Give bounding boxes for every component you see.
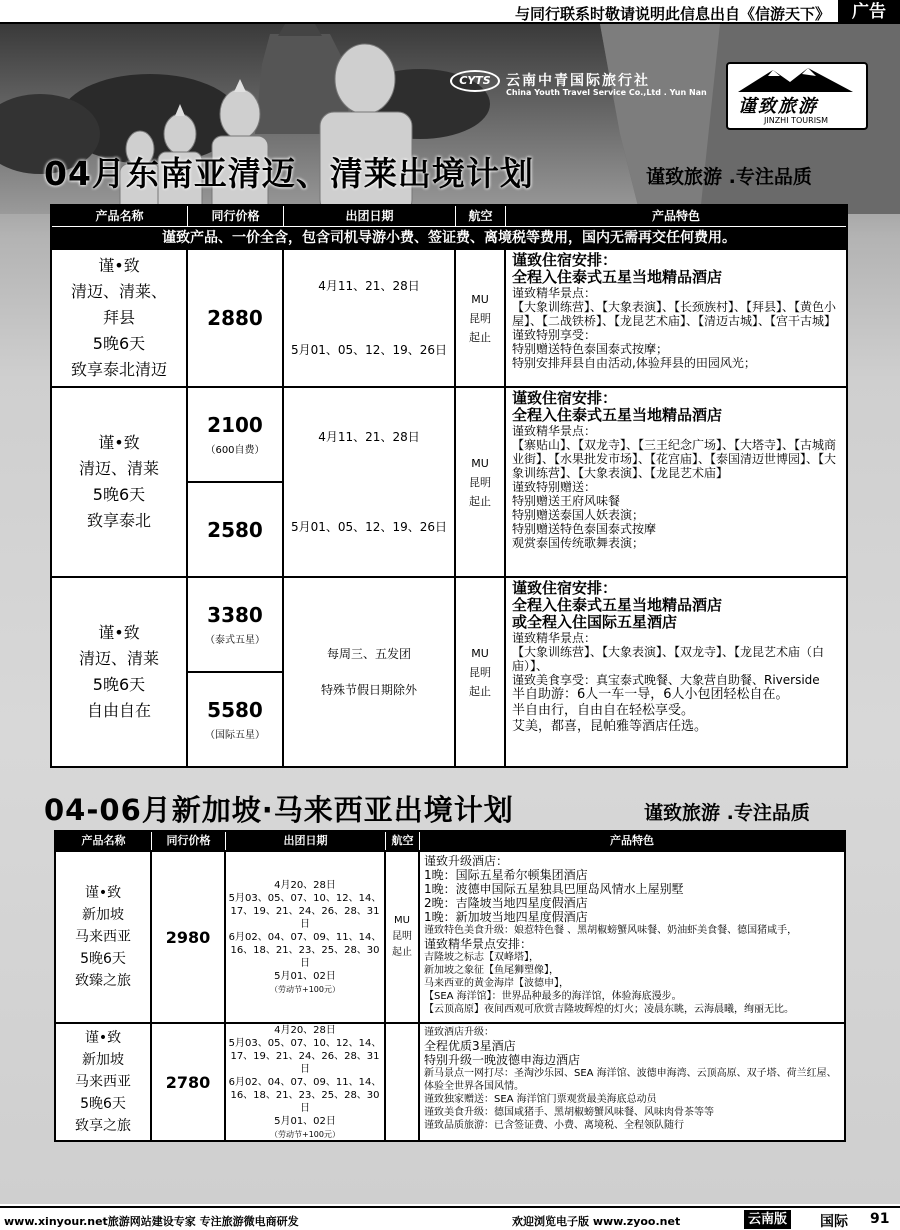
name-line: 清迈、清莱 <box>78 649 159 668</box>
price-note: （泰式五星） <box>205 635 265 646</box>
name-line: 5晚6天 <box>80 951 126 967</box>
col-header-air: 航空 <box>386 832 420 850</box>
departure-dates <box>226 852 386 1022</box>
departure-dates <box>284 578 456 766</box>
top-banner <box>0 0 900 24</box>
feature-line: 谨致精华景点： <box>512 424 597 438</box>
date-note: （劳动节+100元） <box>270 984 340 994</box>
table-row <box>56 1022 844 1140</box>
airline-code: MU <box>471 456 489 470</box>
agency-name-cn: 云南中青国际旅行社 <box>506 73 650 89</box>
feature-heading: 1晚：波德申国际五星独具巴厘岛风情水上屋别墅 <box>424 882 684 896</box>
price-value: 2780 <box>152 1024 226 1140</box>
cyts-logo-icon: CYTS <box>450 70 500 92</box>
date-line: 每周三、五发团 <box>326 647 411 661</box>
airline-cell <box>456 388 506 576</box>
feature-line: 马来西亚的黄金海岸【波德申】， <box>424 978 569 989</box>
product-features <box>506 578 846 766</box>
name-line: 清迈、清莱 <box>78 459 159 478</box>
feature-line: 特别赠送王府风味餐 <box>512 494 621 508</box>
feature-line: 【大象训练营】、【大象表演】、【长颈族村】、【拜县】、【黄色小屋】、【二战铁桥】、【龙昆艺术庙】、【清迈古城】、【宫干古城】 <box>512 300 837 328</box>
name-line: 致享泰北清迈 <box>70 360 167 379</box>
feature-line: 谨致独家赠送：SEA 海洋馆门票观赏最美海底总动员 <box>424 1094 657 1105</box>
product-name <box>56 1024 152 1140</box>
feature-heading: 谨致住宿安排： <box>512 579 618 597</box>
feature-line: 特别赠送特色泰国泰式按摩 <box>512 522 657 536</box>
date-note: （劳动节+100元） <box>270 1129 340 1139</box>
airline-city: 昆明 <box>469 665 491 679</box>
name-line: 谨•致 <box>98 433 140 452</box>
airline-city: 昆明 <box>469 311 491 325</box>
feature-line: 观赏泰国传统歌舞表演； <box>512 536 645 550</box>
page-number: 91 <box>870 1211 890 1227</box>
name-line: 马来西亚 <box>75 1074 131 1090</box>
feature-line: 吉隆坡之标志【双峰塔】， <box>424 952 539 963</box>
date-line: 5月03、05、07、10、12、14、17、19、21、24、26、28、31日 <box>228 892 382 930</box>
name-line: 5晚6天 <box>80 1096 126 1112</box>
feature-line: 谨致精华景点： <box>512 631 597 645</box>
feature-line: 【云顶高原】夜间西观可欣赏吉隆坡辉煌的灯火；凌晨东眺，云海晨曦，绚丽无比。 <box>424 1004 794 1015</box>
feature-line: 半自由行，自由自在轻松享受。 <box>512 703 695 718</box>
product-name <box>52 250 188 386</box>
feature-line: 半自助游：6人一车一导，6人小包团轻松自在。 <box>512 687 789 702</box>
section1-title: 04月东南亚清迈、清莱出境计划 <box>44 154 534 193</box>
feature-line: 谨致精华景点： <box>512 286 597 300</box>
footer-left-text: www.xinyour.net旅游网站建设专家 专注旅游微电商研发 <box>4 1215 299 1228</box>
name-line: 5晚6天 <box>92 334 146 353</box>
source-notice: 与同行联系时敬请说明此信息出自《信游天下》 <box>514 5 830 23</box>
agency-name-en: China Youth Travel Service Co.,Ltd . Yun Nan <box>506 88 707 97</box>
date-line: 4月20、28日 <box>274 1024 336 1036</box>
feature-line: 新马景点一网打尽：圣淘沙乐园、SEA 海洋馆、波德申海湾、云顶高原、双子塔、荷兰红屋、体验全世界各国风情。 <box>424 1068 837 1092</box>
feature-line: 【寨贴山】、【双龙寺】、【三王纪念广场】、【大塔寺】、【古城商业街】、【水果批发市场】、【花宫庙】、【泰国清迈世博园】、【大象训练营】、【大象表演】、【龙昆艺术庙】 <box>512 438 837 480</box>
col-header-features: 产品特色 <box>651 209 700 223</box>
name-line: 谨•致 <box>98 623 140 642</box>
airline-city: 昆明 <box>469 475 491 489</box>
airline-cell <box>386 852 420 1022</box>
feature-line: 特别赠送特色泰国泰式按摩； <box>512 342 669 356</box>
date-line: 5月03、05、07、10、12、14、17、19、21、24、26、28、31日 <box>228 1037 382 1075</box>
feature-heading: 谨致住宿安排： <box>512 389 618 407</box>
feature-heading: 谨致升级酒店： <box>424 854 509 868</box>
feature-heading: 1晚：国际五星希尔顿集团酒店 <box>424 868 588 882</box>
feature-heading: 全程优质3星酒店 <box>424 1039 516 1053</box>
name-line: 致享泰北 <box>86 511 151 530</box>
product-name <box>56 852 152 1022</box>
feature-line: 艾美，都喜，昆帕雅等酒店任选。 <box>512 719 708 734</box>
name-line: 5晚6天 <box>92 675 146 694</box>
product-features <box>420 852 844 1022</box>
col-header-features: 产品特色 <box>610 834 654 847</box>
name-line: 自由自在 <box>86 701 151 720</box>
price-value: 2980 <box>152 852 226 1022</box>
price-value: 2580 <box>207 517 263 542</box>
feature-line: 谨致特色美食升级：娘惹特色餐 、黑胡椒螃蟹风味餐、奶油虾美食餐、德国猪咸手， <box>424 925 798 936</box>
price-cell <box>188 578 284 766</box>
price-cell <box>188 388 284 576</box>
col-header-price: 同行价格 <box>152 832 226 850</box>
table-header <box>56 832 844 850</box>
brand-name-cn: 谨致旅游 <box>738 96 818 117</box>
name-line: 拜县 <box>102 308 135 327</box>
date-line: 5月01、02日 <box>274 1115 336 1127</box>
feature-heading: 全程入住泰式五星当地精品酒店 <box>512 406 723 424</box>
airline-note: 起止 <box>469 330 491 344</box>
product-features <box>420 1024 844 1140</box>
product-name <box>52 388 188 576</box>
feature-line: 谨致品质旅游：已含签证费、小费、离境税、全程领队随行 <box>424 1120 684 1131</box>
departure-dates <box>284 388 456 576</box>
product-name <box>52 578 188 766</box>
price-cell <box>188 250 284 386</box>
table-row <box>52 576 846 766</box>
feature-heading: 1晚：新加坡当地四星度假酒店 <box>424 910 588 924</box>
airline-cell <box>386 1024 420 1140</box>
singapore-malaysia-table <box>54 830 846 1142</box>
feature-line: 【大象训练营】、【大象表演】、【双龙寺】、【龙昆艺术庙（白庙）】、 <box>512 645 825 673</box>
brand-logo <box>726 62 868 130</box>
airline-city: 昆明 <box>392 931 412 942</box>
price-note: （600自费） <box>205 445 265 456</box>
col-header-price: 同行价格 <box>188 206 284 226</box>
product-features <box>506 250 846 386</box>
name-line: 马来西亚 <box>75 929 131 945</box>
footer <box>0 1206 900 1230</box>
date-line: 特殊节假日期除外 <box>320 683 417 697</box>
price-value: 3380 <box>207 603 263 627</box>
thailand-tour-table <box>50 204 848 768</box>
feature-line: 谨致特别赠送： <box>512 480 597 494</box>
ad-tag: 广告 <box>838 0 900 24</box>
date-line: 5月01、05、12、19、26日 <box>291 520 447 534</box>
date-line: 5月01、02日 <box>274 970 336 982</box>
price-note: （国际五星） <box>205 730 265 741</box>
feature-heading: 或全程入住国际五星酒店 <box>512 613 678 631</box>
edition-badge: 云南版 <box>744 1210 791 1229</box>
airline-code: MU <box>394 915 410 926</box>
feature-line: 谨致特别享受： <box>512 328 597 342</box>
feature-heading: 谨致精华景点安排： <box>424 937 533 951</box>
airline-code: MU <box>471 646 489 660</box>
name-line: 谨•致 <box>84 885 122 901</box>
name-line: 新加坡 <box>82 1052 124 1068</box>
name-line: 新加坡 <box>82 907 124 923</box>
airline-cell <box>456 250 506 386</box>
section1-slogan: 谨致旅游 .专注品质 <box>646 166 812 188</box>
departure-dates <box>284 250 456 386</box>
name-line: 致臻之旅 <box>75 973 131 989</box>
date-line: 6月02、04、07、09、11、14、16、18、21、23、25、28、30日 <box>228 931 382 969</box>
feature-line: 谨致美食享受：真宝泰式晚餐、大象营自助餐、Riverside <box>512 673 820 687</box>
date-line: 5月01、05、12、19、26日 <box>291 343 447 357</box>
departure-dates <box>226 1024 386 1140</box>
mountain-icon <box>728 64 866 94</box>
product-features <box>506 388 846 576</box>
feature-line: 【SEA 海洋馆】：世界品种最多的海洋馆，体验海底漫步。 <box>424 991 682 1002</box>
price-value: 2100 <box>207 413 263 437</box>
feature-heading: 特别升级一晚波德申海边酒店 <box>424 1053 581 1067</box>
date-line: 6月02、04、07、09、11、14、16、18、21、23、25、28、30日 <box>228 1076 382 1114</box>
price-value: 5580 <box>207 698 263 722</box>
feature-line: 新加坡之象征【鱼尾狮塑像】， <box>424 965 559 976</box>
section2-slogan: 谨致旅游 .专注品质 <box>644 802 810 824</box>
feature-line: 特别安排拜县自由活动,体验拜县的田园风光； <box>512 356 756 370</box>
col-header-name: 产品名称 <box>56 832 152 850</box>
feature-heading: 全程入住泰式五星当地精品酒店 <box>512 268 723 286</box>
col-header-date: 出团日期 <box>226 832 386 850</box>
table-row <box>52 248 846 386</box>
airline-note: 起止 <box>469 684 491 698</box>
col-header-name: 产品名称 <box>52 206 188 226</box>
feature-heading: 谨致住宿安排： <box>512 251 618 269</box>
name-line: 谨•致 <box>98 256 140 275</box>
inclusive-banner: 谨致产品、一价全含，包含司机导游小费、签证费、离境税等费用，国内无需再交任何费用。 <box>52 226 846 248</box>
category-label: 国际 <box>820 1214 848 1230</box>
table-row <box>56 850 844 1022</box>
airline-cell <box>456 578 506 766</box>
table-header <box>52 206 846 226</box>
footer-right-text: 欢迎浏览电子版 www.zyoo.net <box>512 1215 681 1228</box>
feature-line: 特别赠送泰国人妖表演； <box>512 508 645 522</box>
airline-code: MU <box>471 292 489 306</box>
feature-line: 谨致美食升级：德国咸猪手、黑胡椒螃蟹风味餐、风味肉骨茶等等 <box>424 1107 714 1118</box>
date-line: 4月11、21、28日 <box>318 430 420 444</box>
date-line: 4月11、21、28日 <box>318 279 420 293</box>
feature-heading: 2晚：吉隆坡当地四星度假酒店 <box>424 896 588 910</box>
feature-line: 谨致酒店升级： <box>424 1027 494 1038</box>
feature-heading: 全程入住泰式五星当地精品酒店 <box>512 596 723 614</box>
name-line: 谨•致 <box>84 1030 122 1046</box>
table-row <box>52 386 846 576</box>
name-line: 致享之旅 <box>75 1118 131 1134</box>
col-header-date: 出团日期 <box>284 206 456 226</box>
airline-note: 起止 <box>392 947 412 958</box>
brand-name-en: JINZHI TOURISM <box>764 116 829 125</box>
section2-title: 04-06月新加坡·马来西亚出境计划 <box>44 793 514 827</box>
date-line: 4月20、28日 <box>274 879 336 891</box>
name-line: 5晚6天 <box>92 485 146 504</box>
price-value: 2880 <box>207 306 263 330</box>
col-header-air: 航空 <box>456 206 506 226</box>
name-line: 清迈、清莱、 <box>70 282 167 301</box>
airline-note: 起止 <box>469 494 491 508</box>
